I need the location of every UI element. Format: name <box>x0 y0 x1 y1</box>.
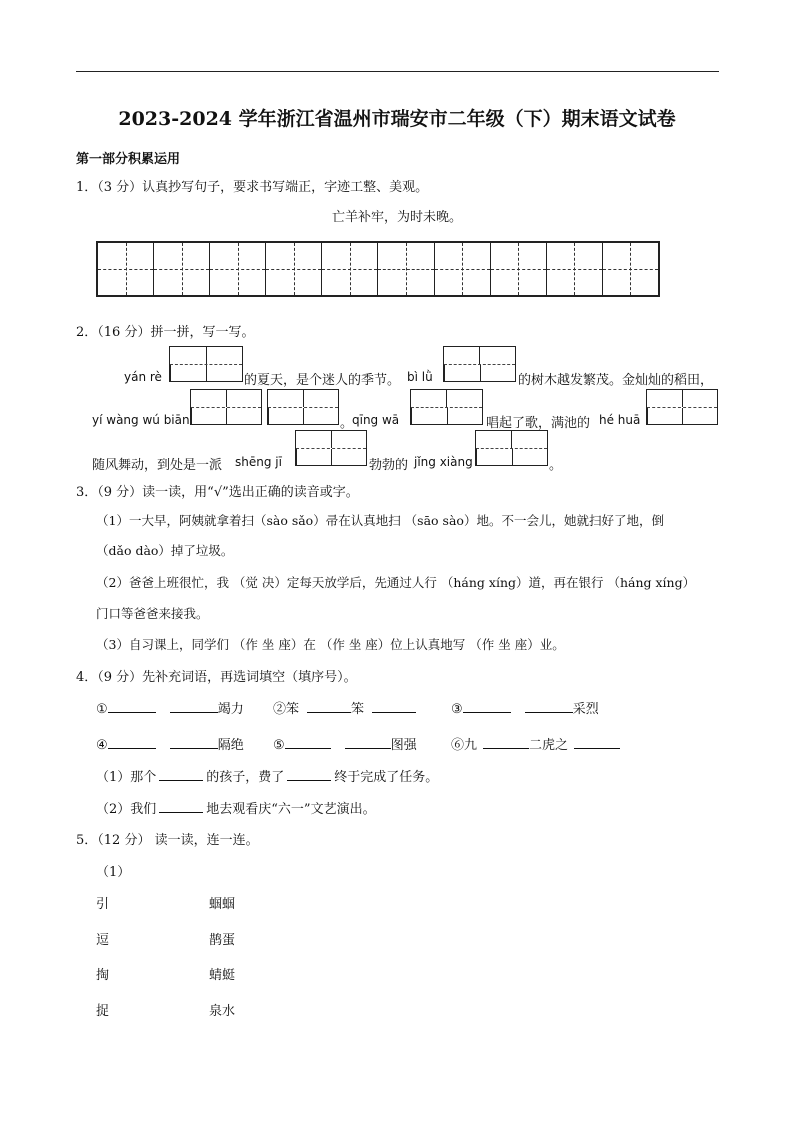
q4-item-1 <box>96 698 244 717</box>
q4-item-4-word: 隔绝 <box>217 738 244 753</box>
q2-text-1: 的夏天，是个迷人的季节。 <box>244 373 401 388</box>
header-rule <box>76 71 719 72</box>
answer-box-6[interactable] <box>295 430 367 466</box>
pinyin-bilv: bì lǜ <box>407 370 433 384</box>
q4-sentence-1 <box>96 766 438 785</box>
q4-item-2 <box>273 698 416 717</box>
blank[interactable] <box>170 736 218 749</box>
q2-text-7: 。 <box>549 458 563 473</box>
q4-s1-b: 的孩子，费了 <box>206 770 285 785</box>
answer-box-3a[interactable] <box>190 389 262 425</box>
blank[interactable] <box>372 700 416 713</box>
q4-item-4-num: ④ <box>96 738 108 753</box>
page-title: 2023-2024 学年浙江省温州市瑞安市二年级（下）期末语文试卷 <box>118 108 676 130</box>
q4-item-5-num: ⑤ <box>273 738 285 753</box>
q4-item-6 <box>451 734 620 753</box>
pinyin-yanre: yán rè <box>124 370 162 384</box>
q2-text-3: 。 <box>340 416 354 431</box>
q3-line2: （dǎo dào）掉了垃圾。 <box>96 543 234 558</box>
answer-box-3b[interactable] <box>267 389 339 425</box>
blank[interactable] <box>307 700 351 713</box>
blank[interactable] <box>159 800 203 813</box>
q4-item-4 <box>96 734 244 753</box>
q4-item-3-num: ③ <box>451 702 463 717</box>
blank[interactable] <box>108 736 156 749</box>
q4-item-3 <box>451 698 599 717</box>
pinyin-shengji: shēng jī <box>235 455 282 469</box>
pinyin-hehua: hé huā <box>599 413 641 427</box>
q4-item-6-head: ⑥九 <box>451 738 478 753</box>
match-left-item[interactable]: 捉 <box>96 1004 110 1019</box>
q4-item-1-num: ① <box>96 702 108 717</box>
answer-box-5[interactable] <box>646 389 718 425</box>
q1-stem: 1．（3 分）认真抄写句子，要求书写端正，字迹工整、美观。 <box>76 180 429 195</box>
q4-item-1-word: 竭力 <box>217 702 244 717</box>
q3-line3: （2）爸爸上班很忙，我 （觉 决）定每天放学后，先通过人行 （háng xíng）道，再在银行 （háng xíng） <box>96 575 696 590</box>
q4-s1-a: （1）那个 <box>96 770 157 785</box>
pinyin-jingxiang: jǐng xiàng <box>414 455 473 469</box>
blank[interactable] <box>170 700 218 713</box>
match-right-item[interactable]: 鹊蛋 <box>209 933 236 948</box>
q3-stem: 3．（9 分）读一读，用“√”选出正确的读音或字。 <box>76 485 359 500</box>
q1-writing-grid[interactable] <box>96 241 660 297</box>
q4-s2-a: （2）我们 <box>96 802 157 817</box>
q2-text-2: 的树木越发繁茂。金灿灿的稻田， <box>518 373 714 388</box>
answer-box-1[interactable] <box>169 346 243 382</box>
q5-subheading: （1） <box>96 865 131 880</box>
q4-item-2-head: ②笨 <box>273 702 300 717</box>
section-heading: 第一部分积累运用 <box>76 152 181 167</box>
blank[interactable] <box>159 768 203 781</box>
answer-box-7[interactable] <box>475 430 548 466</box>
q4-item-6-word: 二虎之 <box>529 738 569 753</box>
q4-s1-c: 终于完成了任务。 <box>334 770 439 785</box>
q4-item-5-word: 图强 <box>390 738 417 753</box>
blank[interactable] <box>287 768 331 781</box>
q2-text-4: 唱起了歌，满池的 <box>486 416 591 431</box>
q4-item-5 <box>273 734 417 753</box>
q4-s2-b: 地去观看庆“六一”文艺演出。 <box>206 802 376 817</box>
blank[interactable] <box>574 736 620 749</box>
match-right-item[interactable]: 蜻蜓 <box>209 968 236 983</box>
blank[interactable] <box>108 700 156 713</box>
q3-line1: （1）一大早，阿姨就拿着扫（sào sǎo）帚在认真地扫 （sāo sào）地。不一会儿，她就扫好了地，倒 <box>96 513 664 528</box>
pinyin-qingwa: qīng wā <box>352 413 400 427</box>
q2-stem: 2．（16 分）拼一拼，写一写。 <box>76 325 255 340</box>
match-left-item[interactable]: 引 <box>96 897 110 912</box>
answer-box-2[interactable] <box>443 346 516 382</box>
q2-text-6: 勃勃的 <box>369 458 409 473</box>
q2-text-5: 随风舞动，到处是一派 <box>92 458 223 473</box>
pinyin-yiwangwubian: yí wàng wú biān <box>92 413 190 427</box>
blank[interactable] <box>463 700 511 713</box>
q5-stem: 5．（12 分） 读一读，连一连。 <box>76 833 259 848</box>
answer-box-4[interactable] <box>410 389 483 425</box>
q1-sentence: 亡羊补牢，为时未晚。 <box>331 210 462 225</box>
match-right-item[interactable]: 蝈蝈 <box>209 897 236 912</box>
blank[interactable] <box>525 700 573 713</box>
blank[interactable] <box>483 736 529 749</box>
q3-line5: （3）自习课上，同学们 （作 坐 座）在 （作 坐 座）位上认真地写 （作 坐 座）业。 <box>96 637 565 652</box>
match-left-item[interactable]: 掏 <box>96 968 110 983</box>
match-right-item[interactable]: 泉水 <box>209 1004 236 1019</box>
q4-item-3-word: 采烈 <box>572 702 599 717</box>
blank[interactable] <box>345 736 391 749</box>
q4-stem: 4．（9 分）先补充词语，再选词填空（填序号）。 <box>76 670 357 685</box>
q3-line4: 门口等爸爸来接我。 <box>96 606 209 621</box>
blank[interactable] <box>285 736 331 749</box>
q4-sentence-2 <box>96 798 376 817</box>
q4-item-2-word: 笨 <box>351 702 365 717</box>
match-left-item[interactable]: 逗 <box>96 933 110 948</box>
